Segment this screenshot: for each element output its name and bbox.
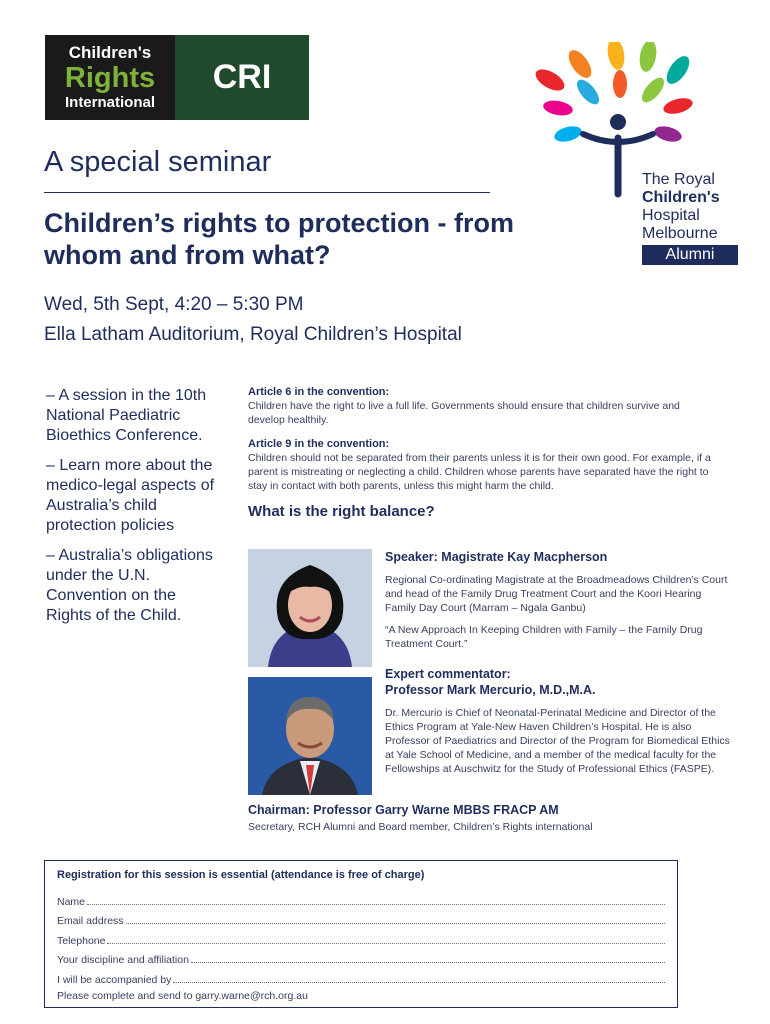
field-fill-line[interactable] — [173, 982, 665, 983]
seminar-date-time: Wed, 5th Sept, 4:20 – 5:30 PM — [44, 294, 304, 315]
cri-logo-line3: International — [64, 94, 155, 111]
chairman-name: Chairman: Professor Garry Warne MBBS FRACP AM — [248, 803, 559, 817]
commentator-block — [385, 666, 735, 776]
field-fill-line[interactable] — [87, 904, 665, 905]
cri-logo-wordmark — [45, 35, 175, 120]
field-fill-line[interactable] — [191, 962, 665, 963]
registration-name-field[interactable] — [57, 888, 665, 908]
commentator-heading-line2: Professor Mark Mercurio, M.D.,M.A. — [385, 683, 596, 697]
registration-title: Registration for this session is essential (attendance is free of charge) — [57, 869, 425, 881]
sidebar-item: – A session in the 10th National Paediatric Bioethics Conference. — [46, 387, 207, 444]
rch-wordmark-line4: Melbourne — [642, 225, 718, 242]
article-title: Article 9 in the convention: — [248, 438, 390, 450]
rch-wordmark — [642, 171, 742, 265]
registration-telephone-field[interactable] — [57, 927, 665, 947]
speaker-block — [385, 549, 735, 651]
speaker-bio: Regional Co-ordinating Magistrate at the Broadmeadows Children’s Court and head of the Family Drug Treatment Court and the Koori Hearing Family Day Court (Marram – Ngala Ganbu) — [385, 574, 728, 614]
field-fill-line[interactable] — [126, 923, 665, 924]
seminar-kicker: A special seminar — [44, 146, 272, 178]
rch-tree-leaves — [532, 42, 694, 144]
sidebar-highlights — [46, 386, 216, 636]
field-label: Your discipline and affiliation — [57, 954, 189, 966]
article-body: Children have the right to live a full life. Governments should ensure that children survive and develop healthily. — [248, 400, 680, 426]
chairman-block — [248, 803, 728, 833]
kicker-divider — [44, 192, 490, 193]
registration-form — [44, 860, 678, 1008]
cri-logo-line2: Rights — [64, 62, 156, 94]
rch-wordmark-line3: Hospital — [642, 207, 700, 224]
balance-heading: What is the right balance? — [248, 503, 435, 520]
seminar-venue: Ella Latham Auditorium, Royal Children’s Hospital — [44, 324, 462, 345]
rch-alumni-badge: Alumni — [642, 245, 738, 265]
registration-accompanied-field[interactable] — [57, 966, 665, 986]
speaker-photo — [248, 549, 372, 667]
field-label: Name — [57, 895, 86, 908]
sidebar-item: – Learn more about the medico-legal aspects of Australia’s child protection policies — [46, 457, 215, 534]
main-column — [248, 385, 718, 520]
speaker-portrait-icon — [248, 549, 372, 667]
registration-send-instructions: Please complete and send to garry.warne@rch.org.au — [57, 989, 308, 1002]
article-title: Article 6 in the convention: — [248, 386, 390, 398]
seminar-title: Children’s rights to protection - from whom and from what? — [44, 208, 514, 270]
field-label: Telephone — [57, 934, 106, 947]
speaker-talk-title: “A New Approach In Keeping Children with Family – the Family Drug Treatment Court.” — [385, 624, 703, 650]
field-fill-line[interactable] — [107, 943, 665, 944]
cri-logo — [45, 35, 309, 120]
cri-logo-abbr: CRI — [175, 35, 309, 120]
article-body: Children should not be separated from their parents unless it is for their own good. For example, if a parent is mistreating or neglecting a child. Children whose parents have separated have the right to stay in contact with both parents, unless this might harm the child. — [248, 452, 711, 492]
sidebar-item: – Australia’s obligations under the U.N. Convention on the Rights of the Child. — [46, 547, 213, 624]
commentator-portrait-icon — [248, 677, 372, 795]
rch-figure-head — [610, 114, 626, 130]
registration-email-field[interactable] — [57, 908, 665, 928]
commentator-photo — [248, 677, 372, 795]
registration-discipline-field[interactable] — [57, 947, 665, 967]
cri-logo-line1: Children's — [68, 43, 152, 62]
rch-wordmark-line1: The Royal — [642, 171, 715, 188]
commentator-heading-line1: Expert commentator: — [385, 667, 511, 681]
commentator-bio: Dr. Mercurio is Chief of Neonatal-Perinatal Medicine and Director of the Ethics Program at Yale-New Haven Children’s Hospital. He is also Professor of Paediatrics and Director of the Program for Biomedical Ethics at Yale School of Medicine, and a member of the medical faculty for the Fellowships at Auschwitz for the Study of Professional Ethics (FASPE). — [385, 707, 730, 775]
field-label: Email address — [57, 915, 124, 927]
field-label: I will be accompanied by — [57, 973, 172, 986]
speaker-heading: Speaker: Magistrate Kay Macpherson — [385, 550, 608, 564]
chairman-role: Secretary, RCH Alumni and Board member, Children’s Rights international — [248, 821, 593, 833]
rch-wordmark-line2: Children's — [642, 189, 720, 206]
